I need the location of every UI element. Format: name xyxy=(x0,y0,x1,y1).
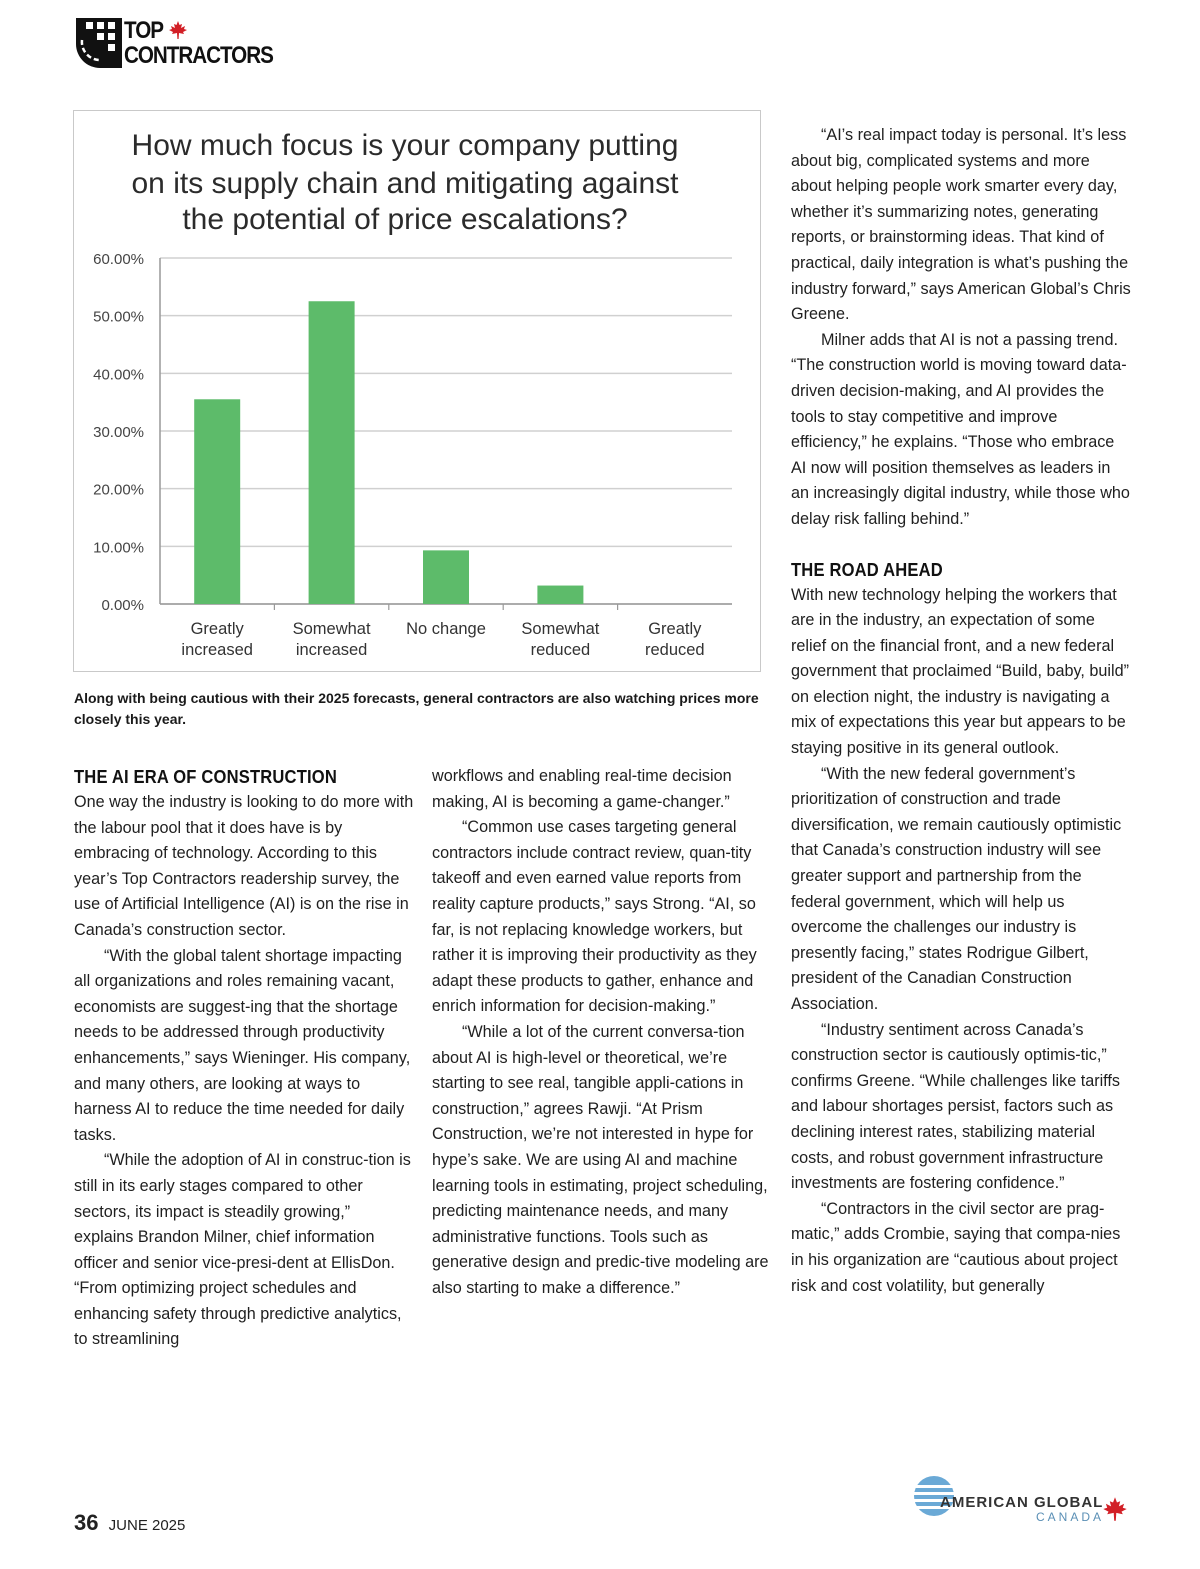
paragraph: “AI’s real impact today is personal. It’s less about big, complicated systems and more about helping people work smarter every day, whether it’s summarizing notes, generating reports, or brainstorming ideas. That kind of practical, daily integration is what’s pushing the industry forward,” says American Global’s Chris Greene. xyxy=(791,126,1131,324)
y-tick-label: 0.00% xyxy=(101,597,144,614)
y-tick-label: 50.00% xyxy=(93,308,144,326)
chart-caption: Along with being cautious with their 2025 forecasts, general contractors are also watching prices more closely this year. xyxy=(74,690,759,727)
y-tick-label: 10.00% xyxy=(93,539,144,557)
logo-wordmark xyxy=(124,18,273,68)
issue-date: JUNE 2025 xyxy=(108,1517,186,1534)
y-tick-label: 20.00% xyxy=(93,481,144,499)
chart-title-line: How much focus is your company putting xyxy=(131,129,679,162)
bar xyxy=(537,586,583,604)
paragraph: “Contractors in the civil sector are prag-matic,” adds Crombie, saying that compa-nies in his organization are “cautious about project risk and cost volatility, but generally xyxy=(791,1199,1121,1295)
section-heading-ai-era: THE AI ERA OF CONSTRUCTION xyxy=(74,767,338,787)
logo-line-top: TOP xyxy=(124,17,163,44)
article-column-3 xyxy=(791,123,1131,1299)
bar-chart-svg xyxy=(74,111,760,671)
x-category-label: reduced xyxy=(644,641,705,659)
y-tick-label: 40.00% xyxy=(93,366,144,384)
top-contractors-logo xyxy=(74,16,274,72)
section-heading-road-ahead: THE ROAD AHEAD xyxy=(791,559,943,580)
supply-chain-chart xyxy=(73,110,761,672)
maple-leaf-icon xyxy=(168,20,188,40)
american-global-logo xyxy=(912,1474,1132,1524)
x-category-label: Greatly xyxy=(648,620,702,638)
paragraph: “Industry sentiment across Canada’s construction sector is cautiously optimis-tic,” confirms Greene. “While challenges like tariffs and labour shortages persist, factors such as declining interest rates, stabilizing material costs, and robust government infrastructure investments are fostering confidence.” xyxy=(791,1020,1120,1193)
paragraph: “While a lot of the current conversa-tion about AI is high-level or theoretical, we’re starting to see real, tangible appli-cations in construction,” agrees Rawji. “At Prism Construction, we’re not interested in hype for hype’s sake. We are using AI and machine learning tools in estimating, project scheduling, predicting maintenance needs, and many administrative functions. Tools such as generative design and predic-tive modeling are also starting to make a difference.” xyxy=(432,1022,769,1297)
bar xyxy=(423,550,469,604)
paragraph: “While the adoption of AI in construc-tion is still in its early stages compared to other sectors, its impact is steadily growing,” explains Brandon Milner, chief information officer and senior vice-presi-dent at EllisDon. “From optimizing project schedules and enhancing safety through predictive analytics, to streamlining xyxy=(74,1151,411,1349)
x-category-label: Greatly xyxy=(190,620,244,638)
building-logo-icon xyxy=(74,16,124,70)
paragraph: One way the industry is looking to do more with the labour pool that it does have is by embracing of technology. According to this year’s Top Contractors readership survey, the use of Artificial Intelligence (AI) is on the rise in Canada’s construction sector. xyxy=(74,793,414,939)
y-tick-label: 30.00% xyxy=(93,424,144,441)
paragraph: “Common use cases targeting general contractors include contract review, quan-tity takeoff and even earned value reports from reality capture products,” says Strong. “AI, so far, is not replacing knowledge workers, but rather it is improving their productivity as they adapt these products to gather, enhance and enrich information for decision-making.” xyxy=(432,818,757,1016)
paragraph: Milner adds that AI is not a passing trend. “The construction world is moving toward data-driven decision-making, and AI provides the tools to stay competitive and improve efficiency,” he explains. “Those who embrace AI now will position themselves as leaders in an increasingly digital industry, while those who delay risk falling behind.” xyxy=(791,330,1130,528)
x-category-label: reduced xyxy=(530,641,591,659)
x-category-label: increased xyxy=(295,641,368,659)
page-footer xyxy=(74,1510,185,1536)
bar xyxy=(309,301,355,604)
paragraph: “With the global talent shortage impacting all organizations and roles remaining vacant, economists are suggest-ing that the shortage needs to be addressed through productivity enhancements,” says Wieninger. His company, and many others, are looking at ways to harness AI to reduce the time needed for daily tasks. xyxy=(74,946,411,1144)
article-column-1 xyxy=(74,764,414,1353)
logo-line-contractors: CONTRACTORS xyxy=(124,42,273,69)
paragraph: With new technology helping the workers that are in the industry, an expectation of some relief on the financial front, and a new federal government that proclaimed “Build, baby, build” on election night, the industry is navigating a mix of expectations this year but appears to be staying positive in its general outlook. xyxy=(791,585,1130,758)
page-number: 36 xyxy=(74,1510,99,1535)
x-category-label: No change xyxy=(406,620,486,638)
x-category-label: increased xyxy=(181,641,253,659)
sponsor-subtitle: CANADA xyxy=(1036,1510,1105,1524)
paragraph: workflows and enabling real-time decision making, AI is becoming a game-changer.” xyxy=(432,767,732,811)
x-category-label: Somewhat xyxy=(292,620,371,638)
paragraph: “With the new federal government’s prioritization of construction and trade diversification, we remain cautiously optimistic that Canada’s construction industry will see greater support and partnership from the federal government, which will help us overcome the challenges our industry is presently facing,” states Rodrigue Gilbert, president of the Canadian Construction Association. xyxy=(791,764,1122,1013)
article-column-2 xyxy=(432,764,772,1301)
chart-title-line: the potential of price escalations? xyxy=(182,203,628,236)
maple-leaf-icon xyxy=(1102,1496,1128,1522)
x-category-label: Somewhat xyxy=(521,620,600,638)
bar xyxy=(194,399,240,604)
y-tick-label: 60.00% xyxy=(93,251,144,268)
chart-title-line: on its supply chain and mitigating against xyxy=(131,167,679,200)
sponsor-name: AMERICAN GLOBAL xyxy=(940,1494,1104,1511)
